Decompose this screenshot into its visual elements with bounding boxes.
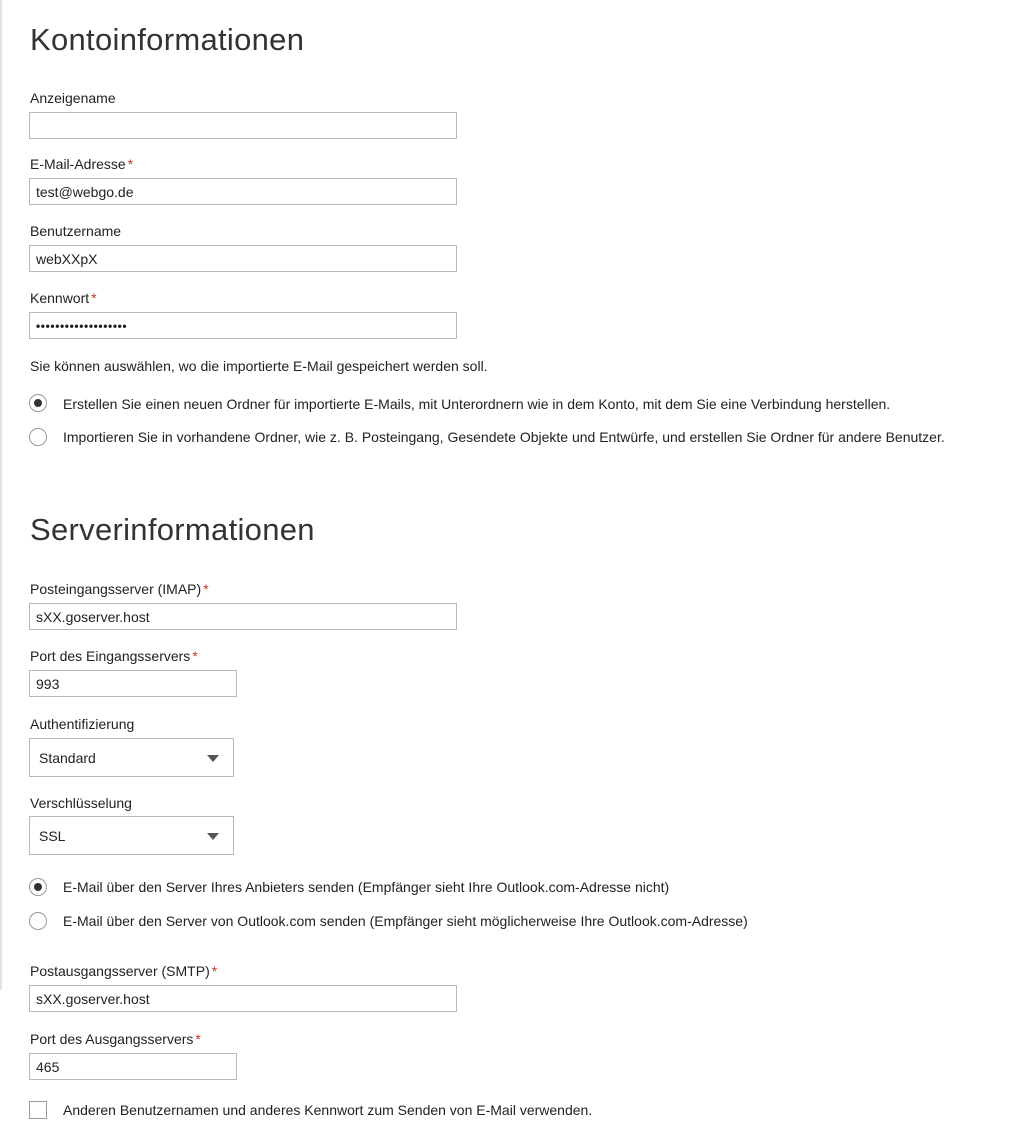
storage-existing-folder-label: Importieren Sie in vorhandene Ordner, wie z. B. Posteingang, Gesendete Objekte und Entwürfe, und erstellen Sie Ordner für andere Benutzer. bbox=[63, 429, 945, 445]
send-via-outlook-label: E-Mail über den Server von Outlook.com senden (Empfänger sieht möglicherweise Ihre Outlook.com-Adresse) bbox=[63, 913, 748, 929]
encryption-label: Verschlüsselung bbox=[30, 795, 132, 811]
incoming-server-label: Posteingangsserver (IMAP) * bbox=[30, 581, 209, 597]
username-label: Benutzername bbox=[30, 223, 122, 239]
authentication-label: Authentifizierung bbox=[30, 716, 135, 732]
outgoing-port-label: Port des Ausgangsservers * bbox=[30, 1031, 201, 1047]
storage-prompt: Sie können auswählen, wo die importierte E-Mail gespeichert werden soll. bbox=[30, 358, 488, 374]
authentication-value: Standard bbox=[39, 750, 96, 766]
encryption-value: SSL bbox=[39, 828, 66, 844]
encryption-select[interactable] bbox=[29, 816, 234, 855]
outgoing-server-input[interactable] bbox=[29, 985, 457, 1012]
storage-new-folder-label: Erstellen Sie einen neuen Ordner für importierte E-Mails, mit Unterordnern wie in dem Konto, mit dem Sie eine Verbindung herstellen. bbox=[63, 396, 891, 412]
username-input[interactable] bbox=[29, 245, 457, 272]
password-label: Kennwort * bbox=[30, 290, 97, 306]
authentication-select[interactable] bbox=[29, 738, 234, 777]
chevron-down-icon bbox=[207, 833, 219, 840]
account-section-title: Kontoinformationen bbox=[30, 22, 305, 57]
send-via-provider-label: E-Mail über den Server Ihres Anbieters senden (Empfänger sieht Ihre Outlook.com-Adresse nicht) bbox=[63, 879, 670, 895]
storage-new-folder-radio[interactable] bbox=[29, 394, 47, 412]
incoming-port-label: Port des Eingangsservers * bbox=[30, 648, 198, 664]
email-label: E-Mail-Adresse * bbox=[30, 156, 134, 172]
incoming-server-input[interactable] bbox=[29, 603, 457, 630]
outgoing-port-input[interactable] bbox=[29, 1053, 237, 1080]
incoming-port-input[interactable] bbox=[29, 670, 237, 697]
outgoing-server-label: Postausgangsserver (SMTP) * bbox=[30, 963, 218, 979]
server-section-title: Serverinformationen bbox=[30, 512, 315, 547]
required-marker: * bbox=[195, 1031, 201, 1047]
required-marker: * bbox=[211, 963, 218, 979]
display-name-label: Anzeigename bbox=[30, 90, 116, 106]
required-marker: * bbox=[192, 648, 198, 664]
left-panel-border bbox=[0, 0, 2, 990]
email-input[interactable] bbox=[29, 178, 457, 205]
alt-credentials-checkbox[interactable] bbox=[29, 1101, 47, 1119]
send-via-provider-radio[interactable] bbox=[29, 878, 47, 896]
chevron-down-icon bbox=[207, 755, 219, 762]
send-via-outlook-radio[interactable] bbox=[29, 912, 47, 930]
display-name-input[interactable] bbox=[29, 112, 457, 139]
password-input[interactable] bbox=[29, 312, 457, 339]
alt-credentials-label: Anderen Benutzernamen und anderes Kennwort zum Senden von E-Mail verwenden. bbox=[63, 1102, 593, 1118]
required-marker: * bbox=[127, 156, 134, 172]
required-marker: * bbox=[91, 290, 97, 306]
required-marker: * bbox=[203, 581, 209, 597]
